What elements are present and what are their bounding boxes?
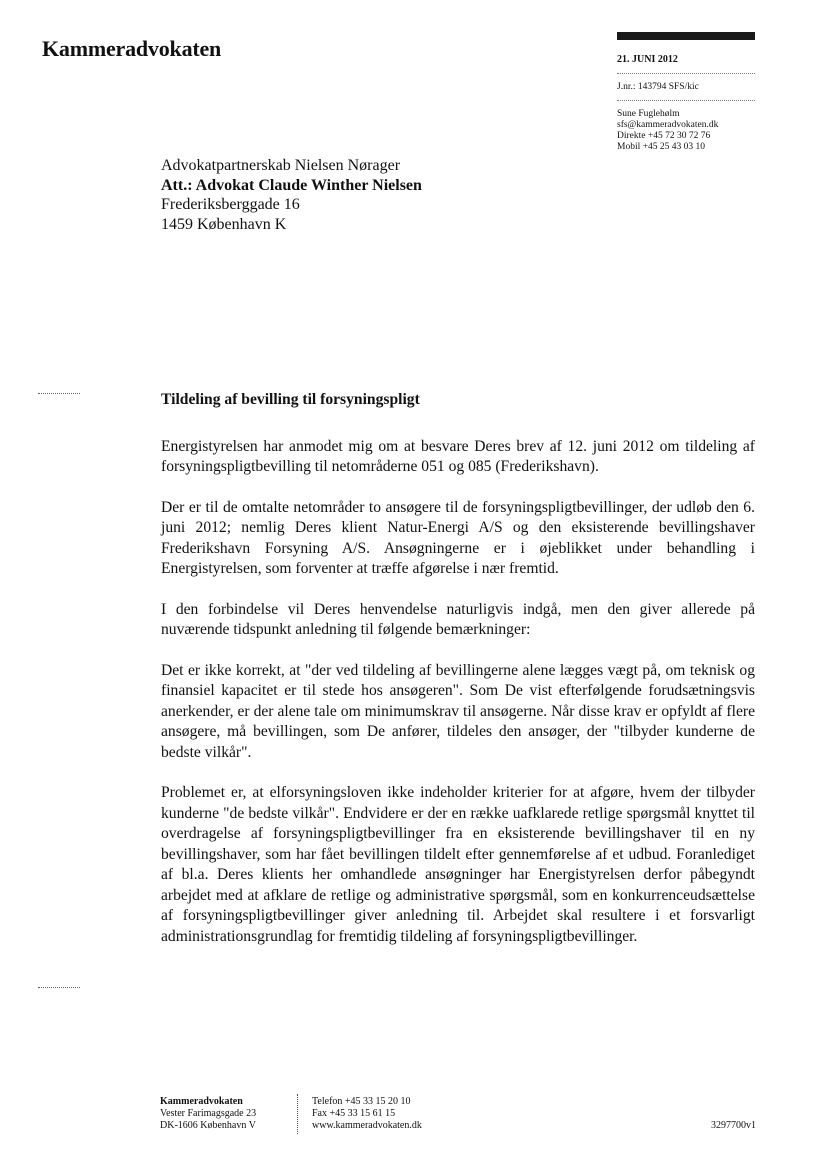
footer-website-link[interactable]: www.kammeradvokaten.dk — [312, 1120, 422, 1131]
body-paragraph: Problemet er, at elforsyningsloven ikke indeholder kriterier for at afgøre, hvem der tilbyder kunderne "de bedste vilkår". Endvidere er der en række uafklarede retlige spørgsmål knyttet til overdragelse af forsyningspligtbevillinger fra en eksisterende bevillingshaver til en ny bevillingshaver, som har fået bevillingen tildelt efter gennemførelse af et udbud. Foranlediget af bl.a. Deres klients her omhandlede ansøgninger har Energistyrelsen derfor påbegyndt arbejdet med at afklare de retlige og administrative spørgsmål, som en konkurrenceudsættelse af forsyningspligtbevillinger giver anledning til. Arbejdet skal resultere i et forsvarligt administrationsgrundlag for fremtidig tildeling af forsyningspligtbevillinger. — [161, 784, 755, 945]
body-paragraph: Det er ikke korrekt, at "der ved tildeling af bevillingerne alene lægges vægt på, om teknisk og finansiel kapacitet er til stede hos ansøgeren". Som De vist efterfølgende forudsætningsvis anerkender, er der alene tale om minimumskrav til ansøgerne. Når disse krav er opfyldt af flere ansøgere, må bevillingen, som De anfører, tildeles den ansøger, der "tilbyder kunderne de bedste vilkår". — [161, 661, 755, 761]
letter-date: 21. JUNI 2012 — [617, 54, 678, 65]
sender-mobile: Mobil +45 25 43 03 10 — [617, 142, 705, 152]
footer-street: Vester Farimagsgade 23 — [160, 1108, 257, 1119]
footer-phone: Telefon +45 33 15 20 10 — [312, 1096, 411, 1107]
recipient-attention: Att.: Advokat Claude Winther Nielsen — [161, 176, 422, 194]
footer-address-block — [160, 1096, 256, 1132]
recipient-address — [161, 156, 422, 234]
sidebar-top-bar — [617, 32, 755, 40]
footer-divider — [297, 1094, 298, 1134]
sender-direct-phone: Direkte +45 72 30 72 76 — [617, 131, 711, 141]
sender-email: sfs@kammeradvokaten.dk — [617, 120, 719, 130]
sidebar-separator — [617, 73, 755, 74]
recipient-street: Frederiksberggade 16 — [161, 196, 300, 213]
journal-number: J.nr.: 143794 SFS/kic — [617, 82, 699, 92]
sender-name: Sune Fuglehølm — [617, 109, 680, 119]
sender-info-panel — [617, 32, 755, 153]
body-paragraph: Energistyrelsen har anmodet mig om at besvare Deres brev af 12. juni 2012 om tildeling af forsyningspligtbevilling til netområderne 051 og 085 (Frederikshavn). — [161, 437, 755, 475]
recipient-firm: Advokatpartnerskab Nielsen Nørager — [161, 157, 401, 174]
footer-org-name: Kammeradvokaten — [160, 1096, 243, 1107]
letter-subject: Tildeling af bevilling til forsyningspligt — [161, 391, 420, 408]
body-paragraph: Der er til de omtalte netområder to ansøgere til de forsyningspligtbevillinger, der udløb den 6. juni 2012; nemlig Deres klient Natur-Energi A/S og den eksisterende bevillingshaver Frederikshavn Forsyning A/S. Ansøgningerne er i øjeblikket under behandling i Energistyrelsen, som forventer at træffe afgørelse i nær fremtid. — [161, 498, 755, 577]
footer-contact-block — [312, 1096, 422, 1132]
sidebar-separator — [617, 100, 755, 101]
body-paragraph: I den forbindelse vil Deres henvendelse naturligvis indgå, men den giver allerede på nuværende tidspunkt anledning til følgende bemærkninger: — [161, 600, 755, 638]
letterhead-logo: Kammeradvokaten — [42, 36, 222, 61]
recipient-city: 1459 København K — [161, 215, 287, 233]
document-number: 3297700v1 — [711, 1120, 756, 1131]
footer-city: DK-1606 København V — [160, 1120, 256, 1131]
fold-mark — [38, 987, 80, 988]
fold-mark — [38, 393, 80, 394]
letter-body — [161, 390, 755, 967]
footer-fax: Fax +45 33 15 61 15 — [312, 1108, 396, 1119]
